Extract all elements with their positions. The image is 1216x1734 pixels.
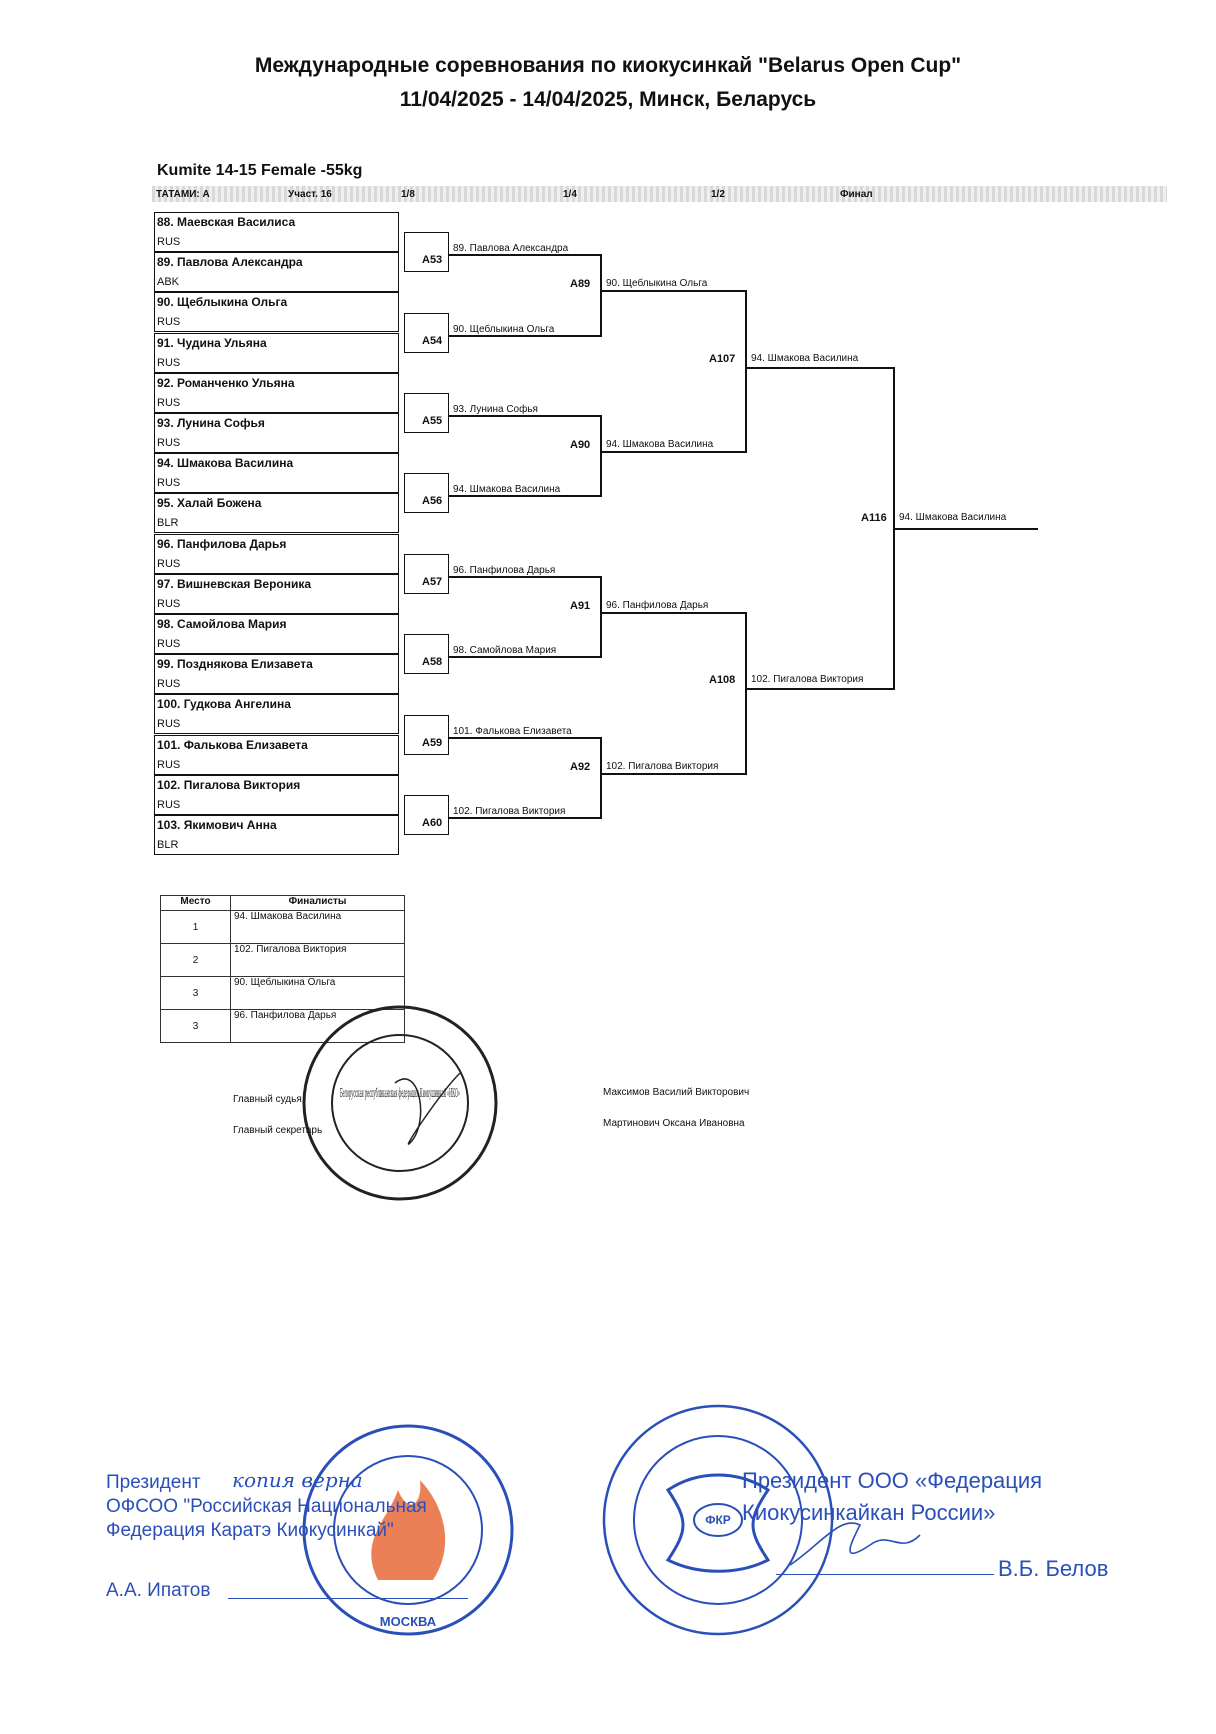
result-place: 2: [161, 944, 231, 977]
right-president-title-1: Президент ООО «Федерация: [742, 1468, 1043, 1493]
match-id-label: A58: [422, 656, 443, 669]
entrant-name: 101. Фалькова Елизавета: [157, 737, 308, 752]
bracket-line: [745, 688, 893, 690]
table-row: [161, 944, 405, 977]
match-winner-name: 93. Лунина Софья: [453, 404, 538, 415]
left-president-title-1: Президент: [106, 1472, 201, 1493]
entrant-box: [154, 212, 399, 252]
result-place: 3: [161, 977, 231, 1010]
bracket-line: [600, 737, 602, 819]
match-winner-name: 90. Щеблыкина Ольга: [606, 278, 708, 290]
bracket-line: [449, 656, 600, 658]
round-label-1-2: 1/2: [711, 189, 725, 200]
entrant-country: RUS: [157, 798, 181, 811]
left-president-name: А.А. Ипатов: [106, 1580, 211, 1601]
match-winner-name: 96. Панфилова Дарья: [606, 600, 709, 611]
round-label-1-4: 1/4: [563, 189, 577, 200]
entrant-box: [154, 694, 399, 734]
entrant-country: RUS: [157, 356, 181, 369]
left-signature-line: [228, 1598, 468, 1599]
bracket-line: [745, 290, 747, 453]
match-box: [404, 554, 449, 594]
entrant-name: 89. Павлова Александра: [157, 255, 303, 270]
bracket-line: [745, 367, 893, 369]
chief-judge-label: Главный судья: [233, 1094, 302, 1105]
bracket-line: [449, 254, 600, 256]
right-handwritten-signature: [780, 1505, 930, 1585]
participants-label: Участ. 16: [288, 189, 332, 200]
left-president-title-2: ОФСОО "Российская Национальная: [106, 1496, 427, 1517]
left-president-title-3: Федерация Каратэ Киокусинкай": [106, 1520, 394, 1541]
match-id-label: A57: [422, 575, 443, 588]
moscow-seal-text: МОСКВА: [379, 1614, 437, 1629]
match-winner-name: 90. Щеблыкина Ольга: [453, 323, 555, 335]
results-header-row: [161, 896, 405, 911]
entrant-name: 93. Лунина Софья: [157, 416, 265, 430]
chief-secretary-name: Мартинович Оксана Ивановна: [603, 1118, 745, 1129]
bracket-line: [600, 576, 602, 658]
entrant-box: [154, 775, 399, 815]
entrant-country: RUS: [157, 396, 181, 409]
entrant-box: [154, 815, 399, 855]
entrant-name: 102. Пигалова Виктория: [157, 777, 301, 792]
bracket-line: [600, 254, 602, 336]
entrant-country: RUS: [157, 678, 181, 691]
bracket-line: [600, 451, 745, 453]
match-winner-name: 94. Шмакова Василина: [899, 511, 1007, 523]
entrant-country: RUS: [157, 437, 181, 449]
match-id-label: A53: [422, 254, 443, 267]
match-box: [404, 473, 449, 513]
entrant-name: 90. Щеблыкина Ольга: [157, 295, 288, 310]
entrant-box: [154, 453, 399, 493]
result-place: 1: [161, 911, 231, 944]
document-title-line2: 11/04/2025 - 14/04/2025, Минск, Беларусь: [399, 88, 817, 111]
entrant-country: RUS: [157, 597, 181, 610]
match-winner-name: 102. Пигалова Виктория: [751, 674, 864, 686]
entrant-country: BLR: [157, 517, 179, 530]
tatami-label: ТАТАМИ: А: [156, 189, 210, 200]
match-winner-name: 96. Панфилова Дарья: [453, 564, 556, 576]
result-name: 96. Панфилова Дарья: [231, 1010, 405, 1043]
entrant-name: 91. Чудина Ульяна: [157, 335, 267, 350]
entrant-name: 88. Маевская Василиса: [157, 215, 296, 229]
match-id-label: A90: [570, 439, 591, 452]
match-id-label: A59: [422, 736, 443, 749]
entrant-box: [154, 614, 399, 654]
match-box: [404, 313, 449, 353]
entrant-box: [154, 574, 399, 614]
match-box: [404, 232, 449, 272]
results-col-place: Место: [161, 896, 231, 911]
entrant-country: RUS: [157, 236, 181, 248]
entrant-name: 94. Шмакова Василина: [157, 456, 294, 471]
entrant-name: 95. Халай Божена: [157, 496, 262, 511]
entrant-country: RUS: [157, 718, 181, 731]
match-winner-name: 101. Фалькова Елизавета: [453, 725, 572, 737]
entrant-name: 100. Гудкова Ангелина: [157, 697, 291, 712]
match-id-label: A107: [709, 352, 736, 365]
match-box: [404, 393, 449, 433]
entrant-box: [154, 252, 399, 292]
match-winner-name: 102. Пигалова Виктория: [606, 760, 719, 772]
match-box: [404, 634, 449, 674]
handwritten-certified-copy: копия верна: [232, 1468, 363, 1492]
bracket-line: [600, 415, 602, 497]
belarus-seal-text: Белорусская республиканская федерация Киокушинкай «ИКО»: [340, 1086, 460, 1100]
entrant-country: RUS: [157, 316, 181, 329]
bracket-line: [600, 290, 745, 292]
entrant-box: [154, 654, 399, 694]
entrant-box: [154, 333, 399, 373]
match-winner-name: 89. Павлова Александра: [453, 243, 569, 255]
match-id-label: A89: [570, 278, 591, 291]
bracket-line: [449, 335, 600, 337]
match-winner-name: 94. Шмакова Василина: [751, 352, 859, 364]
final-winner-line: [893, 528, 1038, 530]
match-id-label: A108: [709, 674, 736, 687]
bracket-line: [449, 415, 600, 417]
document-title-line1: Международные соревнования по киокусинкай "Belarus Open Cup": [254, 54, 962, 77]
match-id-label: A92: [570, 760, 591, 773]
entrant-box: [154, 534, 399, 574]
chief-judge-name: Максимов Василий Викторович: [603, 1087, 750, 1098]
entrant-name: 98. Самойлова Мария: [157, 617, 287, 631]
entrant-name: 99. Позднякова Елизавета: [157, 657, 313, 672]
fkr-seal-text: ФКР: [705, 1513, 731, 1527]
entrant-country: RUS: [157, 557, 181, 570]
match-id-label: A54: [422, 334, 443, 347]
round-label-final: Финал: [840, 189, 873, 200]
bracket-line: [449, 495, 600, 497]
bracket-line: [600, 773, 745, 775]
bracket-line: [449, 737, 600, 739]
result-name: 94. Шмакова Василина: [231, 911, 405, 944]
match-winner-name: 98. Самойлова Мария: [453, 645, 557, 657]
result-place: 3: [161, 1010, 231, 1043]
entrant-name: 103. Якимович Анна: [157, 818, 277, 832]
match-id-label: A116: [861, 511, 887, 524]
right-president-title-2: Киокусинкайкан России»: [742, 1500, 996, 1525]
entrant-country: RUS: [157, 477, 181, 490]
match-winner-name: 102. Пигалова Виктория: [453, 806, 566, 817]
match-id-label: A56: [422, 495, 443, 508]
bracket-line: [449, 576, 600, 578]
match-id-label: A55: [422, 415, 443, 427]
category-title: Kumite 14-15 Female -55kg: [157, 162, 363, 179]
entrant-box: [154, 493, 399, 533]
results-col-finalists: Финалисты: [231, 896, 405, 911]
entrant-name: 96. Панфилова Дарья: [157, 536, 287, 551]
bracket-line: [449, 817, 600, 819]
entrant-box: [154, 373, 399, 413]
entrant-country: ABK: [157, 276, 180, 289]
table-row: [161, 911, 405, 944]
match-box: [404, 715, 449, 755]
entrant-name: 97. Вишневская Вероника: [157, 576, 312, 591]
bracket-line: [600, 612, 745, 614]
entrant-country: RUS: [157, 758, 181, 771]
belarus-federation-seal: [300, 1003, 500, 1203]
match-id-label: A60: [422, 817, 443, 829]
entrant-box: [154, 292, 399, 332]
bracket-line: [745, 612, 747, 775]
match-box: [404, 795, 449, 835]
round-label-1-8: 1/8: [401, 189, 415, 200]
chief-secretary-label: Главный секретарь: [233, 1125, 323, 1136]
result-name: 90. Щеблыкина Ольга: [231, 977, 405, 1010]
entrant-box: [154, 413, 399, 453]
right-president-name: В.Б. Белов: [998, 1556, 1109, 1581]
result-name: 102. Пигалова Виктория: [231, 944, 405, 977]
match-winner-name: 94. Шмакова Василина: [453, 484, 561, 496]
entrant-name: 92. Романченко Ульяна: [157, 375, 295, 390]
entrant-country: BLR: [157, 839, 179, 851]
match-id-label: A91: [570, 600, 591, 612]
entrant-box: [154, 735, 399, 775]
match-winner-name: 94. Шмакова Василина: [606, 439, 714, 451]
entrant-country: RUS: [157, 638, 181, 650]
